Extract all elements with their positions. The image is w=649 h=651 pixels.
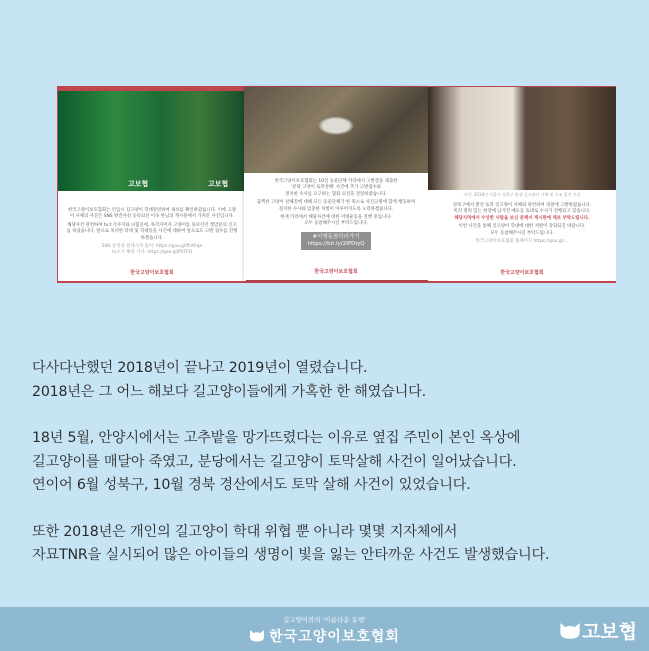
petition-pill: #서명동참하러가기 https://bit.ly/2IPDlyQ	[301, 232, 370, 250]
panel-logo: 한국고양이보호협회	[500, 270, 544, 276]
collage-panel-seongbuk	[428, 87, 616, 281]
collage-panel-anyang	[58, 91, 246, 281]
photo-watermark: 고보협	[208, 180, 229, 188]
collage-panel-bundang	[244, 87, 428, 280]
text-line: 연이어 6월 성북구, 10월 경북 경산에서도 토막 살해 사건이 있었습니다.	[32, 477, 471, 493]
panel-logo: 한국고양이보호협회	[130, 270, 174, 276]
panel-logo: 한국고양이보호협회	[314, 269, 358, 275]
text-line: 또한 2018년은 개인의 길고양이 학대 위협 뿐 아니라 몇몇 지자체에서	[32, 523, 458, 540]
text-line: 길고양이를 매달아 죽였고, 분당에서는 길고양이 토막살해 사건이 일어났습니다.	[32, 453, 517, 470]
footer-tagline: 길고양이와의 '아름다운 동행'	[282, 616, 367, 624]
text-line: 자묘TNR을 실시되어 많은 아이들의 생명이 빛을 잃는 안타까운 사건도 발생했습니다.	[32, 547, 550, 563]
paragraph-intro	[32, 357, 632, 404]
text-line: 18년 5월, 안양시에서는 고추밭을 망가뜨렸다는 이유로 옆집 주민이 본인 옥상에	[32, 430, 521, 446]
footer-bar	[0, 607, 649, 651]
panel-text: 한국고양이보호협회는 인입시 길고양이 학대관련하여 제보를 확인하였습니다. 이에 고양이 사체의 사진은 SNS 발견사실 등록되신 이속 한님의 게시물에서 가져온 사진입니다. 해당사건 관련하여 tv소기사지와 나협신에, 목격자이자 고양이를 돌보신던 캣맘분의 신고를 하셨습니다. 앞으로 목격한 학대 및 학대동물 사건에 대하여 앞으로도 고발 접수를 진행하겠습니다. SNS 동영상 원게시자 출처: https://goo.gl/fhXhqe tv소기 해당 기사: https://goo.gl/P5TFD	[66, 208, 238, 256]
text-line: 2018년은 그 어느 해보다 길고양이들에게 가혹한 한 해였습니다.	[32, 383, 426, 400]
photo-caption: 사진: 2018년 서울시 성북구 발생 길고양이 사체 및 구조 발견 사진	[463, 192, 581, 197]
photo-watermark: 고보협	[128, 180, 149, 188]
news-collage-image	[57, 86, 616, 283]
cat-head-icon	[559, 621, 581, 640]
photo-box-and-cat	[428, 87, 616, 190]
photo-cat-body	[244, 87, 428, 173]
panel-text: 한국고양이보호협회는 10일 동물단체 카라에서 고발장을 제출한 '분당 고양이 토막살해' 사건에 추가 고발접수와 철저한 수사를 요구하는 협회 의견을 전달하였습니다. 끔찍한 고양이 살해진에 대해 모든 동물단체가 한 목소로 사건규명에 함께 행동하며 철저한 수사와 엄중한 처벌이 이루어지도록 노력하겠습니다. 현재 카라에서 해당사건에 대한 서명운동을 진행 중입니다. 모두 동참해주시길 부탁드립니다. #서명동참하러가기 https://bit.ly/2IPDlyQ	[252, 179, 420, 250]
paragraph-incidents	[32, 427, 632, 498]
footer-logo-mark: 고보협	[559, 617, 637, 644]
cat-head-icon	[249, 629, 265, 642]
text-line: 다사다난했던 2018년이 끝나고 2019년이 열렸습니다.	[32, 360, 368, 376]
paragraph-tnr	[32, 521, 632, 568]
article-body	[32, 357, 632, 591]
photo-cats-on-fence	[58, 91, 246, 191]
panel-text: 성북구에서 발견 토막 길고양이 사체와 관련하여 경찰에 고발하였습니다. 미리 열려 있는 현장에 남겨진 메모를 토대로 수사가 진행되고 있습니다. 해당지역에서 수상한 사람을 보신 분께서 게시판에 제보 부탁드립니다. 이번 사건을 통해 길고양이 학대에 대한 처벌이 강화되길 바랍니다. 모두 동참해주시길 부탁드립니다. 한국고양이보호협회 홈페이지 https://goo.gl/...	[452, 203, 592, 245]
footer-org-name: 한국고양이보호협회	[0, 626, 649, 646]
